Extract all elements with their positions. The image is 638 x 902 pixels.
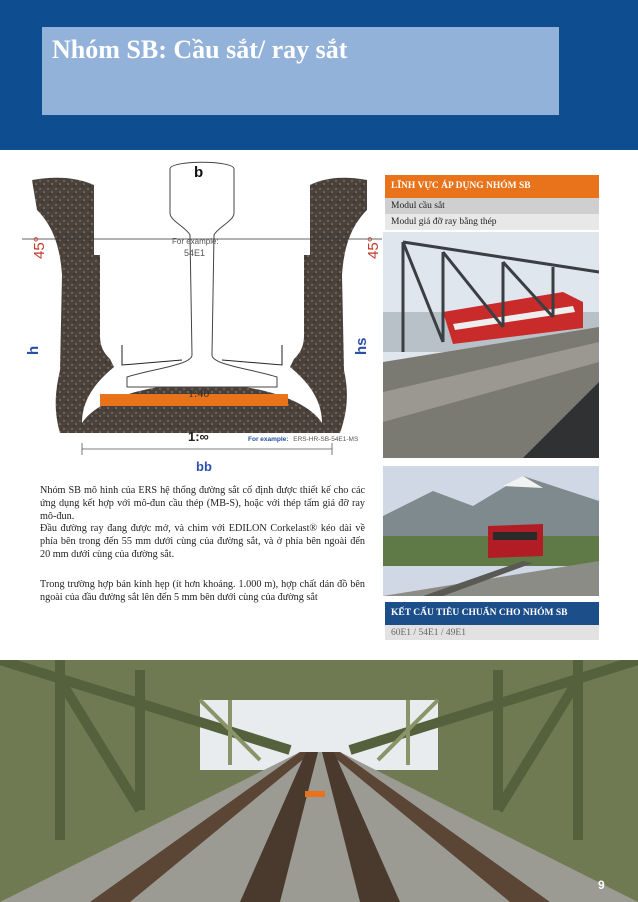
header-band [0, 0, 638, 150]
label-angle-left: 45° [31, 236, 48, 259]
title-box [42, 27, 559, 115]
rail-outline-right [222, 345, 282, 365]
application-item-2: Modul giá đỡ ray bằng thép [385, 214, 599, 230]
label-rail-code: 54E1 [184, 248, 206, 258]
grout-block-right [290, 178, 367, 433]
label-h-left: h [25, 345, 42, 355]
label-slope: 1:40 [188, 386, 210, 400]
caption-code: ERS-HR-SB-54E1-MS [293, 436, 359, 443]
application-item-1: Modul cầu sắt [385, 198, 599, 214]
label-hs-right: hs [353, 337, 370, 355]
diagram-caption [248, 436, 359, 443]
label-angle-right: 45° [365, 236, 382, 259]
description-para-1: Nhóm SB mô hình của ERS hệ thống đường sắt cố định được thiết kế cho các ứng dụng kết hợp với mô-đun cầu thép (MB-S), hoặc với thép tấm giá đỡ ray mô-đun. [40, 485, 365, 523]
description-para-3: Trong trường hợp bán kính hẹp (ít hơn khoảng. 1.000 m), hợp chất dán đồ bên ngoài của đầu đường sắt lên đến 5 mm bên dưới cùng của đường sắt [40, 579, 365, 604]
standard-title: KẾT CẤU TIÊU CHUẨN CHO NHÓM SB [385, 602, 599, 625]
page-title: Nhóm SB: Cầu sắt/ ray sắt [52, 35, 348, 64]
caption-prefix: For example: [248, 436, 289, 443]
mountain-train-photo [383, 466, 599, 596]
steel-bridge-track-photo [0, 660, 638, 902]
rail-profile [127, 162, 277, 387]
standard-value: 60E1 / 54E1 / 49E1 [385, 625, 599, 640]
label-slope-bottom: 1:∞ [188, 429, 209, 444]
label-for-example-top: For example: [172, 237, 219, 246]
application-title: LĨNH VỰC ÁP DỤNG NHÓM SB [385, 175, 599, 198]
description-para-2: Đầu đường ray đang được mở, và chìm với EDILON Corkelast® kéo dài về phía bên trong đến 55 mm dưới cùng của đường sắt, và ở phía bên ngoài đến 20 mm dưới cùng của đường sắt. [40, 523, 365, 561]
train-on-bridge-photo [383, 232, 599, 458]
rail-outline-left [122, 345, 182, 365]
rail-cross-section-diagram [22, 155, 382, 475]
label-bb: bb [196, 459, 212, 474]
page-number: 9 [598, 878, 605, 892]
label-b-top: b [194, 164, 204, 181]
